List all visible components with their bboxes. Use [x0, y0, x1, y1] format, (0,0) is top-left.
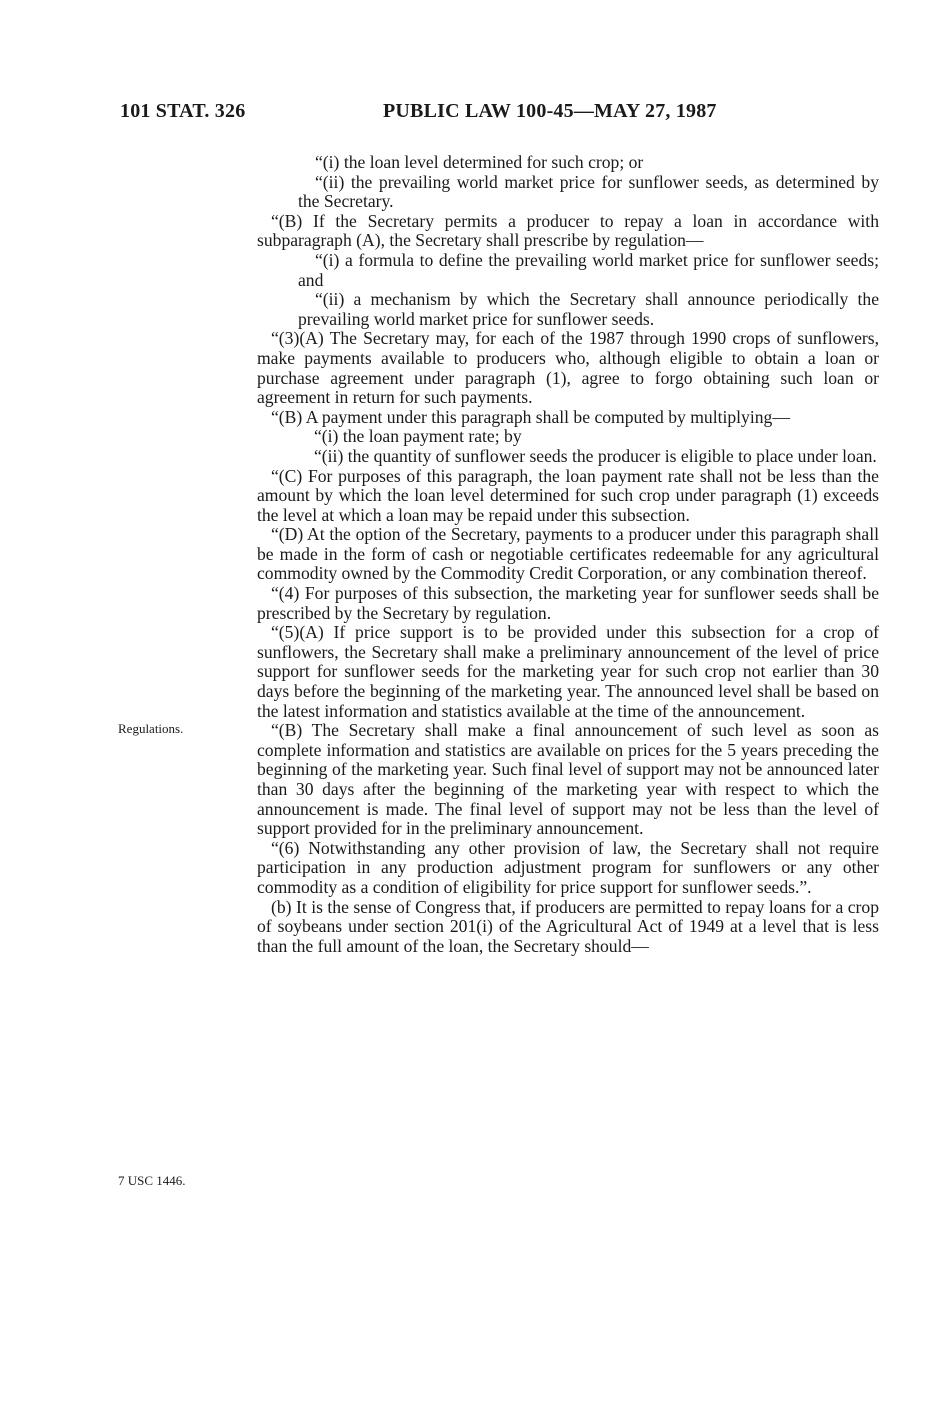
paragraph: “(ii) a mechanism by which the Secretary shall announce periodically the prevailing world market price for sunflower seeds. [298, 289, 879, 329]
paragraph: “(5)(A) If price support is to be provided under this subsection for a crop of sunflowers, the Secretary shall make a preliminary announcement of the level of price support for sunflower seeds for the marketing year for such crop not earlier than 30 days before the beginning of the marketing year. The announced level shall be based on the latest information and statistics available at the time of the announcement. [257, 622, 879, 721]
paragraph: “(C) For purposes of this paragraph, the loan payment rate shall not be less than the amount by which the loan level determined for such crop under paragraph (1) exceeds the level at which a loan may be repaid under this subsection. [257, 465, 879, 525]
paragraph: “(B) The Secretary shall make a final announcement of such level as soon as complete information and statistics are available on prices for the 5 years preceding the beginning of the marketing year. Such final level of support may not be announced later than 30 days after the beginning of the marketing year with respect to which the announcement is made. The final level of support may not be less than the level of support provided for in the preliminary announcement. [257, 720, 879, 839]
statute-page-number: 101 STAT. 326 [120, 100, 246, 122]
paragraph: “(B) If the Secretary permits a producer to repay a loan in accordance with subparagraph (A), the Secretary shall prescribe by regulation— [257, 210, 879, 251]
paragraph: “(ii) the prevailing world market price for sunflower seeds, as determined by the Secretary. [298, 171, 879, 212]
margin-note-regulations: Regulations. [118, 721, 184, 736]
paragraph: “(ii) the quantity of sunflower seeds the producer is eligible to place under loan. [314, 445, 877, 466]
paragraph: “(4) For purposes of this subsection, the marketing year for sunflower seeds shall be prescribed by the Secretary by regulation. [257, 583, 879, 623]
paragraph: “(i) the loan level determined for such crop; or [315, 152, 644, 172]
paragraph: “(i) the loan payment rate; by [314, 426, 522, 447]
paragraph: “(6) Notwithstanding any other provision of law, the Secretary shall not require participation in any production adjustment program for sunflowers or any other commodity as a condition of eligibility for price support for sunflower seeds.”. [257, 837, 879, 897]
paragraph: “(B) A payment under this paragraph shall be computed by multiplying— [271, 406, 790, 427]
paragraph: “(3)(A) The Secretary may, for each of the 1987 through 1990 crops of sunflowers, make payments available to producers who, although eligible to obtain a loan or purchase agreement under paragraph (1), agree to forgo obtaining such loan or agreement in return for such payments. [257, 328, 879, 408]
paragraph: “(i) a formula to define the prevailing world market price for sunflower seeds; and [298, 249, 879, 290]
public-law-title: PUBLIC LAW 100-45—MAY 27, 1987 [383, 100, 717, 122]
paragraph: (b) It is the sense of Congress that, if producers are permitted to repay loans for a crop of soybeans under section 201(i) of the Agricultural Act of 1949 at a level that is less than the full amount of the loan, the Secretary should— [257, 896, 879, 956]
body-text [257, 153, 879, 956]
paragraph: “(D) At the option of the Secretary, payments to a producer under this paragraph shall be made in the form of cash or negotiable certificates redeemable for any agricultural commodity owned by the Commodity Credit Corporation, or any combination thereof. [257, 524, 879, 584]
margin-note-usc: 7 USC 1446. [118, 1173, 186, 1188]
